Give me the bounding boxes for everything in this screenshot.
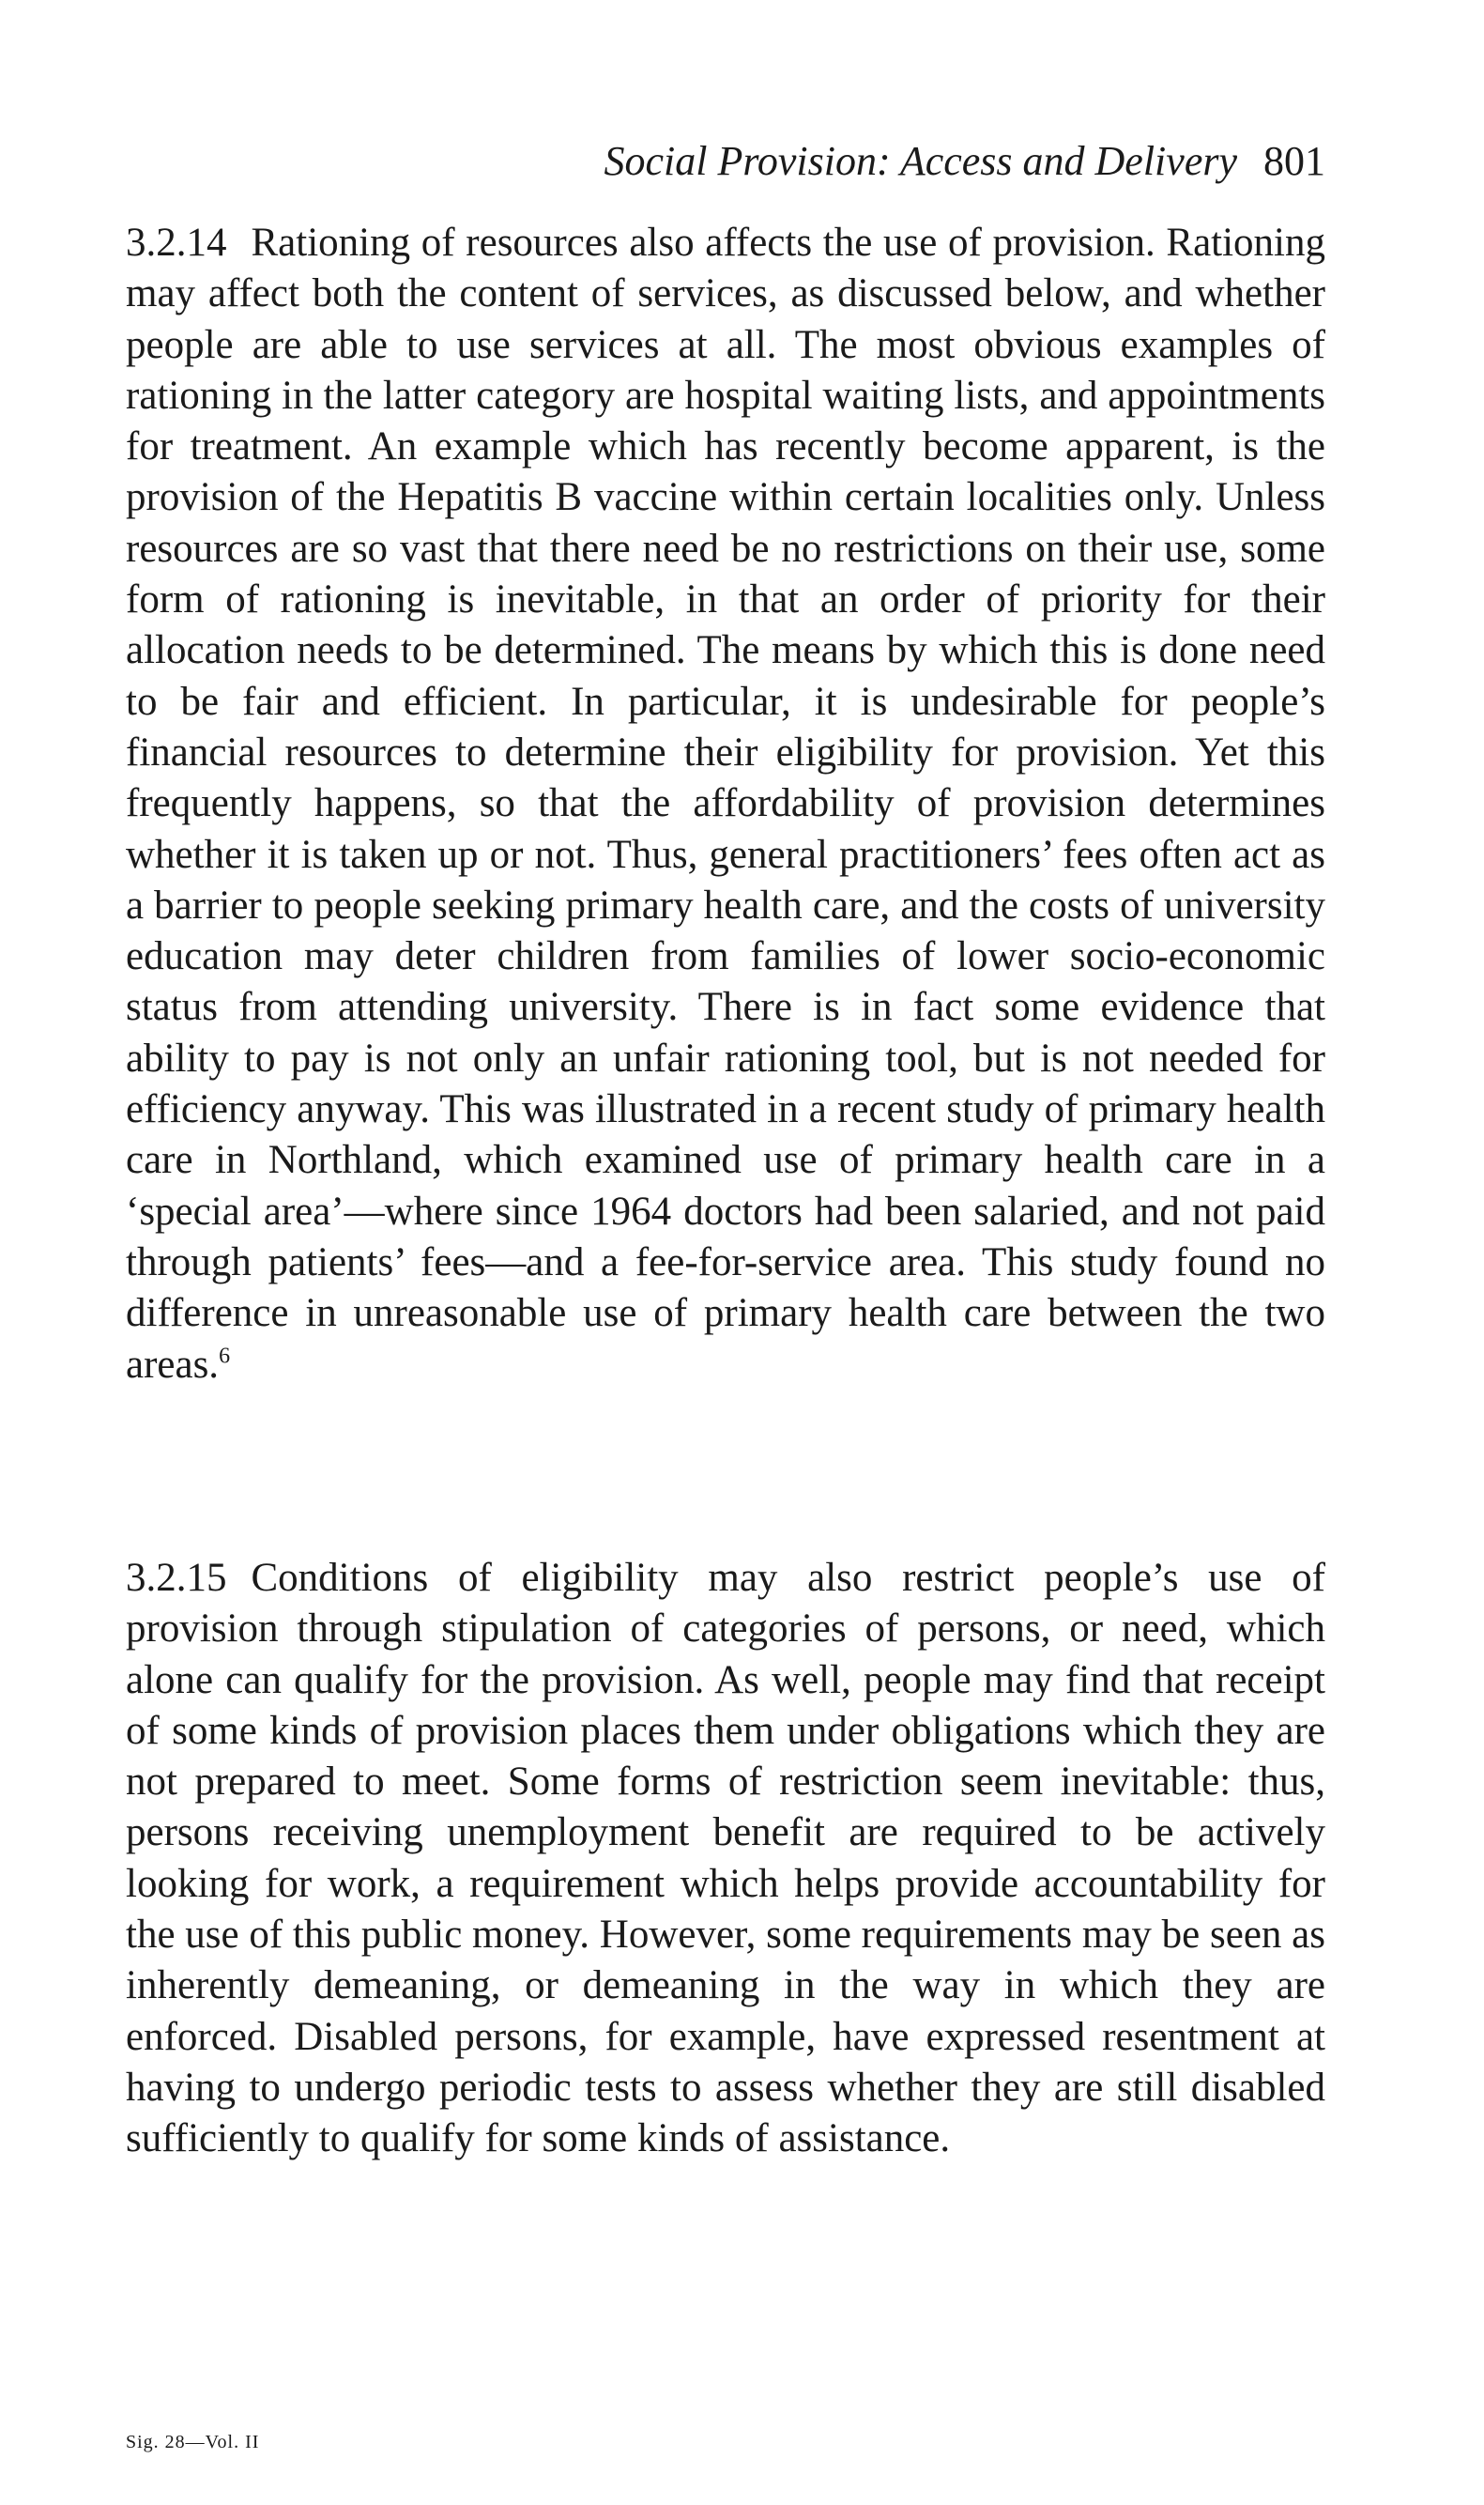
paragraph-3-2-15: [126, 1553, 1325, 2165]
footnote-reference: 6: [219, 1344, 231, 1369]
running-title: Social Provision: Access and Delivery: [604, 138, 1237, 184]
signature-mark: Sig. 28—Vol. II: [126, 2432, 260, 2452]
page-number: 801: [1263, 138, 1325, 184]
paragraph-3-2-14: [126, 218, 1325, 1391]
paragraph-number: 3.2.14: [126, 221, 227, 265]
running-head: [0, 137, 1325, 186]
paragraph-number: 3.2.15: [126, 1556, 227, 1600]
paragraph-text: Rationing of resources also affects the use of provision. Rationing may affect both the content of services, as discussed below, and whether people are able to use services at all. The most obvious examples of rationing in the latter category are hospital waiting lists, and appointments for treatment. An example which has recently become apparent, is the provision of the Hepatitis B vaccine within certain localities only. Unless resources are so vast that there need be no restrictions on their use, some form of rationing is inevitable, in that an order of priority for their allocation needs to be determined. The means by which this is done need to be fair and efficient. In particular, it is undesirable for people’s financial resources to determine their eligibility for provision. Yet this frequently happens, so that the affordability of provision determines whether it is taken up or not. Thus, general practitioners’ fees often act as a barrier to people seeking primary health care, and the costs of university education may deter children from families of lower socio-economic status from attending university. There is in fact some evidence that ability to pay is not only an unfair rationing tool, but is not needed for efficiency anyway. This was illustrated in a recent study of primary health care in Northland, which examined use of primary health care in a ‘special area’—where since 1964 doctors had been salaried, and not paid through patients’ fees—and a fee-for-service area. This study found no difference in unreasonable use of primary health care between the two areas.: [126, 221, 1325, 1387]
paragraph-text: Conditions of eligibility may also restrict people’s use of provision through stipulation of categories of persons, or need, which alone can qualify for the provision. As well, people may find that receipt of some kinds of provision places them under obligations which they are not prepared to meet. Some forms of restriction seem inevitable: thus, persons receiving unemployment benefit are required to be actively looking for work, a requirement which helps provide accountability for the use of this public money. However, some requirements may be seen as inherently demeaning, or demeaning in the way in which they are enforced. Disabled persons, for example, have expressed resentment at having to undergo periodic tests to assess whether they are still disabled sufficiently to qualify for some kinds of assistance.: [126, 1556, 1325, 2161]
